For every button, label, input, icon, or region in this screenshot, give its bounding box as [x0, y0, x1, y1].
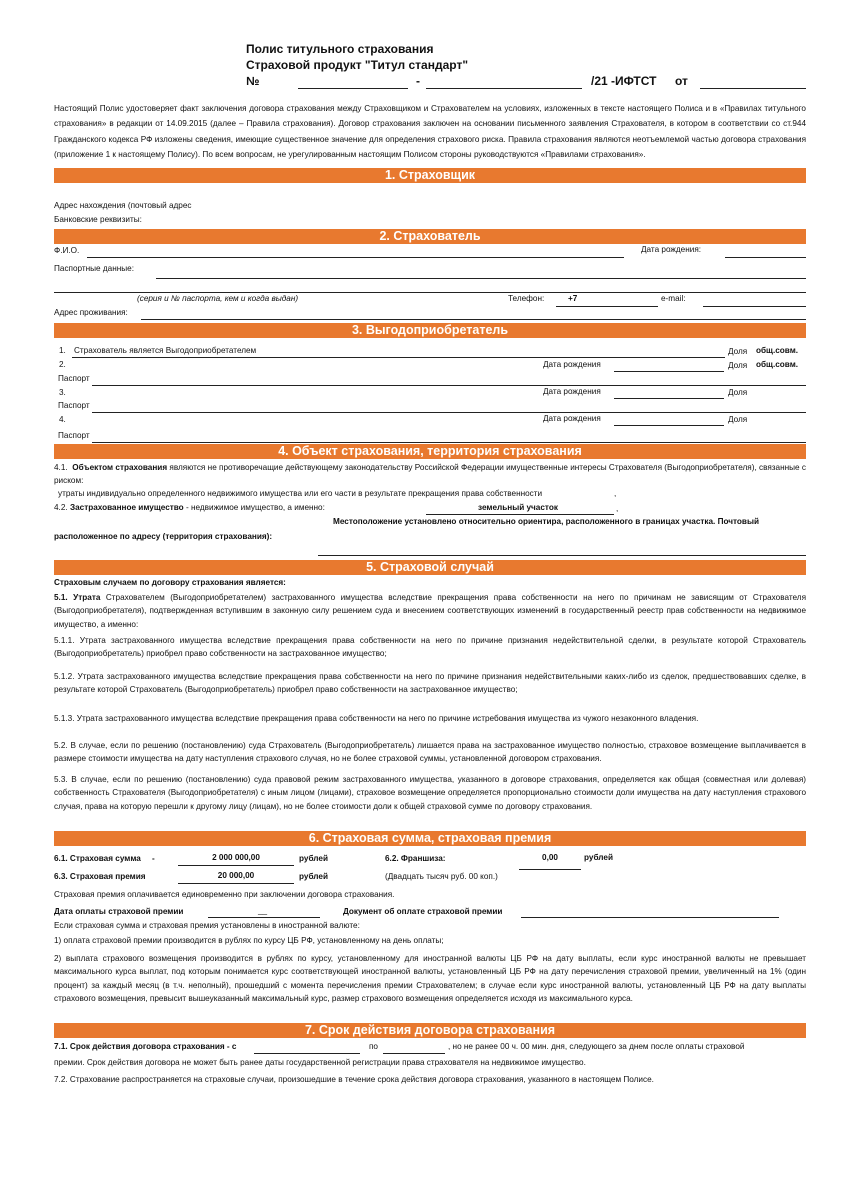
policy-number-field[interactable] [298, 88, 408, 89]
beneficiary-2-dob-field[interactable] [614, 371, 724, 372]
beneficiary-4-dob-field[interactable] [614, 425, 724, 426]
holder-passport-hint: (серия и № паспорта, кем и когда выдан) [137, 294, 299, 303]
clause-5-1 [54, 591, 806, 631]
territory-label: расположенное по адресу (территория страхования): [54, 532, 273, 541]
term-to-label: по [369, 1042, 378, 1051]
beneficiary-2-dob-label: Дата рождения [543, 360, 601, 369]
clause-5-1-3: 5.1.3. Утрата застрахованного имущества вследствие прекращения права собственности на него по причине истребования имущества из чужого незаконного владения. [54, 714, 699, 723]
beneficiary-3-dob-field[interactable] [614, 398, 724, 399]
holder-dob-field[interactable] [725, 257, 806, 258]
insurer-address-label: Адрес нахождения (почтовый адрес [54, 201, 192, 210]
beneficiary-3-dob-label: Дата рождения [543, 387, 601, 396]
clause-4-2 [54, 503, 325, 513]
premium-in-words: (Двадцать тысяч руб. 00 коп.) [385, 872, 498, 881]
holder-phone-field[interactable] [556, 306, 658, 307]
clause-4-2-term: Застрахованное имущество [69, 503, 184, 512]
beneficiary-2-number: 2. [59, 360, 66, 369]
franchise-value: 0,00 [542, 853, 558, 862]
beneficiary-1-share-value: общ.совм. [756, 346, 799, 355]
term-label: 7.1. Срок действия договора страхования - с [54, 1042, 237, 1051]
premium-label: 6.3. Страховая премия [54, 872, 146, 881]
clause-7-2: 7.2. Страхование распространяется на страховые случаи, произошедшие в течение срока действия договора страхования, указанного в настоящем Полисе. [54, 1075, 654, 1084]
insured-event-lead: Страховым случаем по договору страхования является: [54, 578, 286, 587]
beneficiary-3-passport-field[interactable] [92, 412, 806, 413]
beneficiary-3-number: 3. [59, 388, 66, 397]
holder-fio-label: Ф.И.О. [54, 246, 80, 255]
payment-date-field[interactable] [208, 917, 320, 918]
section-5-header: 5. Страховой случай [54, 560, 806, 575]
beneficiary-4-passport-label: Паспорт [58, 431, 90, 440]
premium-value: 20 000,00 [217, 871, 255, 880]
section-1-header: 1. Страховщик [54, 168, 806, 183]
policy-number-label: № [246, 74, 260, 88]
beneficiary-4-number: 4. [59, 415, 66, 424]
policy-number-dash: - [416, 74, 420, 88]
beneficiary-2-passport-field[interactable] [92, 385, 806, 386]
clause-4-2-text: - недвижимое имущество, а именно: [185, 503, 325, 512]
premium-payment-note: Страховая премия оплачивается единовременно при заключении договора страхования. [54, 890, 395, 899]
clause-4-1-text: являются не противоречащие действующему законодательству Российской Федерации имущественные интересы Страхователя (Выгодоприобретателя), связанные с риском: [54, 463, 806, 485]
beneficiary-3-share-label: Доля [728, 388, 748, 397]
clause-5-2: 5.2. В случае, если по решению (постановлению) суда Страхователь (Выгодоприобретатель) лишается права на застрахованное имущество полностью, страховое возмещение выплачивается в размере стоимости имущества на дату наступления страхового случая, но не более страховой суммы, установленной договором страхования. [54, 741, 806, 764]
foreign-currency-p2: 2) выплата страхового возмещения производится в рублях по курсу, установленному для иностранной валюты ЦБ РФ на дату выплаты, если курс иностранной валюты не превышает максимального курса выплат, под которым понимается курс соответствующей иностранной валюты, установленный ЦБ РФ на дату перечисления страховой премии, увеличенный на 1% (один процент) за каждый месяц (в т.ч. неполный), прошедший с момента перечисления премии Страхователем; в случае если курс иностранной валюты, установленный ЦБ РФ на дату выплаты страхового возмещения, превысит вышеуказанный максимальный курс, размер страхового возмещения определяется исходя из максимального курса. [54, 954, 806, 1004]
foreign-currency-lead: Если страховая сумма и страховая премия установлены в иностранной валюте: [54, 921, 360, 930]
term-start-field[interactable] [254, 1053, 360, 1054]
section-7-header: 7. Срок действия договора страхования [54, 1023, 806, 1038]
holder-phone-label: Телефон: [508, 294, 545, 303]
beneficiary-4-share-label: Доля [728, 415, 748, 424]
term-end-field[interactable] [383, 1053, 445, 1054]
payment-document-field[interactable] [521, 917, 779, 918]
premium-currency: рублей [299, 872, 328, 881]
clause-4-1-number: 4.1. [54, 463, 68, 472]
insured-property-value: земельный участок [478, 503, 558, 512]
beneficiary-1-number: 1. [59, 346, 66, 355]
holder-dob-label: Дата рождения: [641, 245, 702, 254]
franchise-label: 6.2. Франшиза: [385, 854, 446, 863]
beneficiary-2-passport-label: Паспорт [58, 374, 90, 383]
clause-5-3: 5.3. В случае, если по решению (постановлению) суда правовой режим застрахованного имущества, указанного в договоре страхования, определяется как общая (совместная или долевая) собственность Страхователя (Выгодоприобретателя) с иным лицом (лицами), страховое возмещение определяется пропорционально стоимости доли имущества на дату наступления страхового случая, права на которую перешли к другому лицу (лицам), но не более стоимости доли к общей страховой сумме по договору страхования. [54, 775, 806, 811]
payment-date-mark: __ [258, 906, 268, 915]
premium-field[interactable] [178, 883, 294, 884]
holder-phone-value: +7 [568, 294, 578, 303]
product-name: Страховой продукт "Титул стандарт" [246, 58, 469, 72]
insured-risk: утраты индивидуально определенного недвижимого имущества или его части в результате прекращения права собственности [58, 489, 543, 498]
policy-date-field[interactable] [700, 88, 806, 89]
territory-field[interactable] [318, 555, 806, 556]
beneficiary-1-share-label: Доля [728, 347, 748, 356]
holder-fio-field[interactable] [87, 257, 624, 258]
clause-4-1 [54, 461, 806, 487]
franchise-currency: рублей [584, 853, 613, 862]
sum-insured-currency: рублей [299, 854, 328, 863]
beneficiary-3-passport-label: Паспорт [58, 401, 90, 410]
beneficiary-4-dob-label: Дата рождения [543, 414, 601, 423]
clause-5-1-text: Страхователем (Выгодоприобретателем) застрахованного имущества вследствие прекращения права собственности на него по причинам не зависящим от Страхователя (Выгодоприобретателя), подтвержденная вступившим в законную силу решением суда и внесением соответствующих изменений в государственный реестр прав собственности на недвижимое имущество, а именно: [54, 593, 806, 629]
section-3-header: 3. Выгодоприобретатель [54, 323, 806, 338]
holder-passport-field[interactable] [156, 278, 806, 279]
foreign-currency-p1: 1) оплата страховой премии производится в рублях по курсу ЦБ РФ, установленному на день оплаты; [54, 936, 444, 945]
clause-5-1-term: Утрата [73, 593, 101, 602]
holder-passport-field-2[interactable] [54, 292, 806, 293]
beneficiary-1-field[interactable] [72, 357, 725, 358]
section-6-header: 6. Страховая сумма, страховая премия [54, 831, 806, 846]
holder-email-field[interactable] [703, 306, 806, 307]
holder-email-label: e-mail: [661, 294, 686, 303]
holder-residence-label: Адрес проживания: [54, 308, 128, 317]
policy-title: Полис титульного страхования [246, 42, 434, 56]
policy-code: /21 -ИФТСТ [591, 74, 657, 88]
payment-document-label: Документ об оплате страховой премии [343, 907, 503, 916]
clause-4-2-number: 4.2. [54, 503, 68, 512]
beneficiary-2-share-value: общ.совм. [756, 360, 799, 369]
sum-insured-label: 6.1. Страховая сумма [54, 854, 141, 863]
property-location: Местоположение установлено относительно ориентира, расположенного в границах участка. Почтовый [333, 517, 759, 526]
term-condition-2: премии. Срок действия договора не может быть ранее даты государственной регистрации права страхователя на недвижимое имущество. [54, 1058, 586, 1067]
beneficiary-4-passport-field[interactable] [92, 442, 806, 443]
holder-residence-field[interactable] [141, 319, 806, 320]
intro-paragraph: Настоящий Полис удостоверяет факт заключения договора страхования между Страховщиком и Страхователем на условиях, изложенных в тексте настоящего Полиса и в «Правилах титульного страхования» в редакции от 14.09.2015 (далее – Правила страхования). Договор страхования заключен на основании письменного заявления Страхователя, в котором в соответствии со ст.944 Гражданского кодекса РФ изложены сведения, имеющие существенное значение для определения страхового риска. Правила страхования являются неотъемлемой частью договора страхования (приложение 1 к настоящему Полису). По всем вопросам, не урегулированным настоящим Полисом стороны руководствуются «Правилами страхования». [54, 104, 806, 160]
holder-passport-label: Паспортные данные: [54, 264, 134, 273]
sum-insured-value: 2 000 000,00 [212, 853, 260, 862]
section-4-header: 4. Объект страхования, территория страхования [54, 444, 806, 459]
clause-5-1-1: 5.1.1. Утрата застрахованного имущества вследствие прекращения права собственности на него по причине признания недействительной сделки, в результате которой Страхователь (Выгодоприобретатель) приобрел право собственности на застрахованное имущество; [54, 636, 806, 659]
section-2-header: 2. Страхователь [54, 229, 806, 244]
payment-date-label: Дата оплаты страховой премии [54, 907, 184, 916]
beneficiary-2-share-label: Доля [728, 361, 748, 370]
franchise-field[interactable] [519, 869, 581, 870]
policy-number-field-2[interactable] [426, 88, 582, 89]
clause-5-1-number: 5.1. [54, 593, 68, 602]
insurer-bank-label: Банковские реквизиты: [54, 215, 142, 224]
clause-4-1-term: Объектом страхования [72, 463, 168, 472]
term-condition: , но не ранее 00 ч. 00 мин. дня, следующего за днем после оплаты страховой [448, 1042, 745, 1051]
beneficiary-1-text: Страхователь является Выгодоприобретателем [74, 346, 257, 355]
insured-property-field[interactable] [426, 514, 614, 515]
sum-insured-field[interactable] [178, 865, 294, 866]
clause-5-1-2: 5.1.2. Утрата застрахованного имущества вследствие прекращения права собственности на него по причине признания недействительными каких-либо из сделок, предшествовавших сделке, в результате которой Страхователь (Выгодоприобретатель) приобрел право собственности на застрахованное имущество; [54, 672, 806, 695]
policy-date-label: от [675, 74, 688, 88]
